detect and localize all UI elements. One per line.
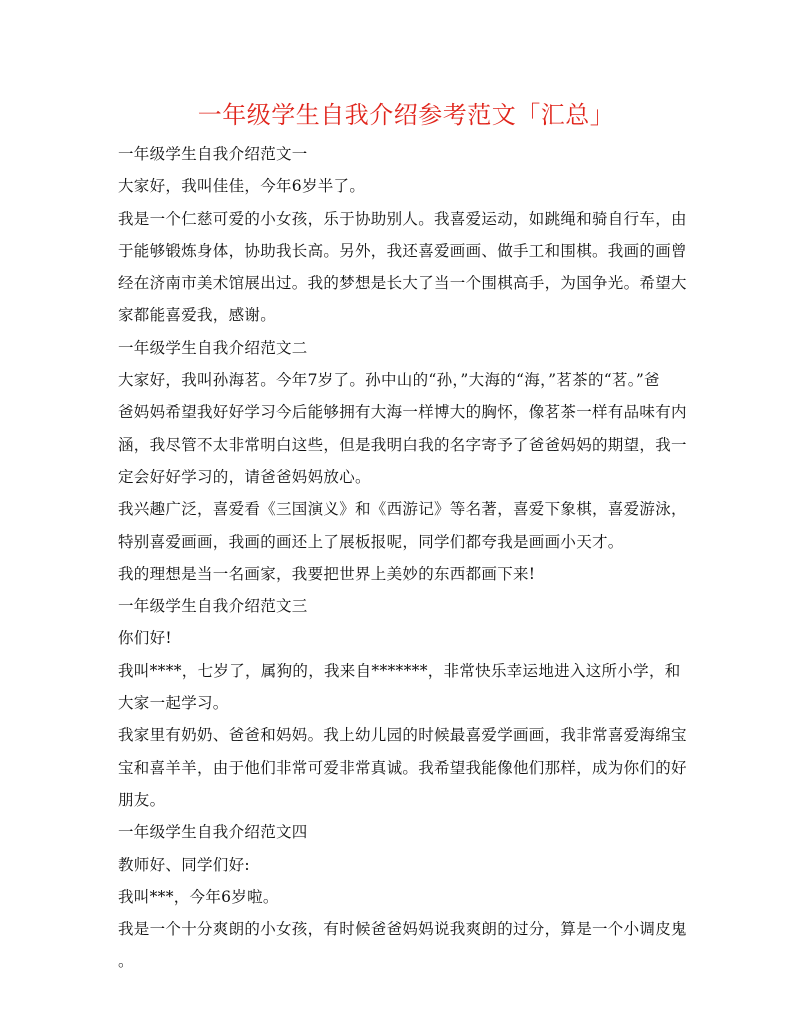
- paragraph-line: 朋友。: [118, 790, 166, 809]
- document-title: 一年级学生自我介绍参考范文「汇总」: [197, 101, 615, 129]
- section-heading-1: 一年级学生自我介绍范文一: [118, 145, 308, 163]
- paragraph-line: 涵，我尽管不太非常明白这些，但是我明白我的名字寄予了爸爸妈妈的期望，我一: [118, 435, 687, 454]
- paragraph-line: 我兴趣广泛，喜爱看《三国演义》和《西游记》等名著，喜爱下象棋，喜爱游泳，: [118, 500, 687, 519]
- paragraph-line: 特别喜爱画画，我画的画还上了展板报呢，同学们都夸我是画画小天才。: [118, 532, 624, 551]
- paragraph-line: 定会好好学习的，请爸爸妈妈放心。: [118, 467, 371, 486]
- paragraph-line: 家都能喜爱我，感谢。: [118, 306, 277, 325]
- paragraph-line: 我家里有奶奶、爸爸和妈妈。我上幼儿园的时候最喜爱学画画，我非常喜爱海绵宝: [118, 726, 687, 745]
- paragraph-line: 大家一起学习。: [118, 694, 229, 713]
- paragraph-line: 宝和喜羊羊，由于他们非常可爱非常真诚。我希望我能像他们那样，成为你们的好: [118, 758, 687, 777]
- paragraph-line: 你们好!: [118, 629, 172, 648]
- paragraph-line: 经在济南市美术馆展出过。我的梦想是长大了当一个围棋高手，为国争光。希望大: [118, 274, 687, 293]
- paragraph-line: 于能够锻炼身体，协助我长高。另外，我还喜爱画画、做手工和围棋。我画的画曾: [118, 241, 687, 260]
- paragraph-line: 我的理想是当一名画家，我要把世界上美妙的东西都画下来!: [118, 564, 536, 583]
- paragraph-line: 大家好，我叫孙海茗。今年7岁了。孙中山的“孙，”大海的“海，”茗茶的“茗。”爸: [118, 371, 660, 390]
- paragraph-line: 爸妈妈希望我好好学习今后能够拥有大海一样博大的胸怀，像茗茶一样有品味有内: [118, 403, 687, 422]
- paragraph-line: 我叫****，七岁了，属狗的，我来自*******，非常快乐幸运地进入这所小学，和: [118, 661, 681, 680]
- section-heading-2: 一年级学生自我介绍范文二: [118, 338, 308, 357]
- section-heading-4: 一年级学生自我介绍范文四: [118, 823, 308, 842]
- paragraph-line: 我叫***，今年6岁啦。: [118, 887, 279, 906]
- section-heading-3: 一年级学生自我介绍范文三: [118, 597, 308, 616]
- paragraph-line: 我是一个仁慈可爱的小女孩，乐于协助别人。我喜爱运动，如跳绳和骑自行车，由: [118, 209, 687, 228]
- paragraph-line: 。: [118, 952, 134, 971]
- paragraph-line: 教师好、同学们好:: [118, 855, 250, 874]
- paragraph-line: 大家好，我叫佳佳，今年6岁半了。: [118, 177, 366, 196]
- paragraph-line: 我是一个十分爽朗的小女孩，有时候爸爸妈妈说我爽朗的过分，算是一个小调皮鬼: [118, 920, 687, 939]
